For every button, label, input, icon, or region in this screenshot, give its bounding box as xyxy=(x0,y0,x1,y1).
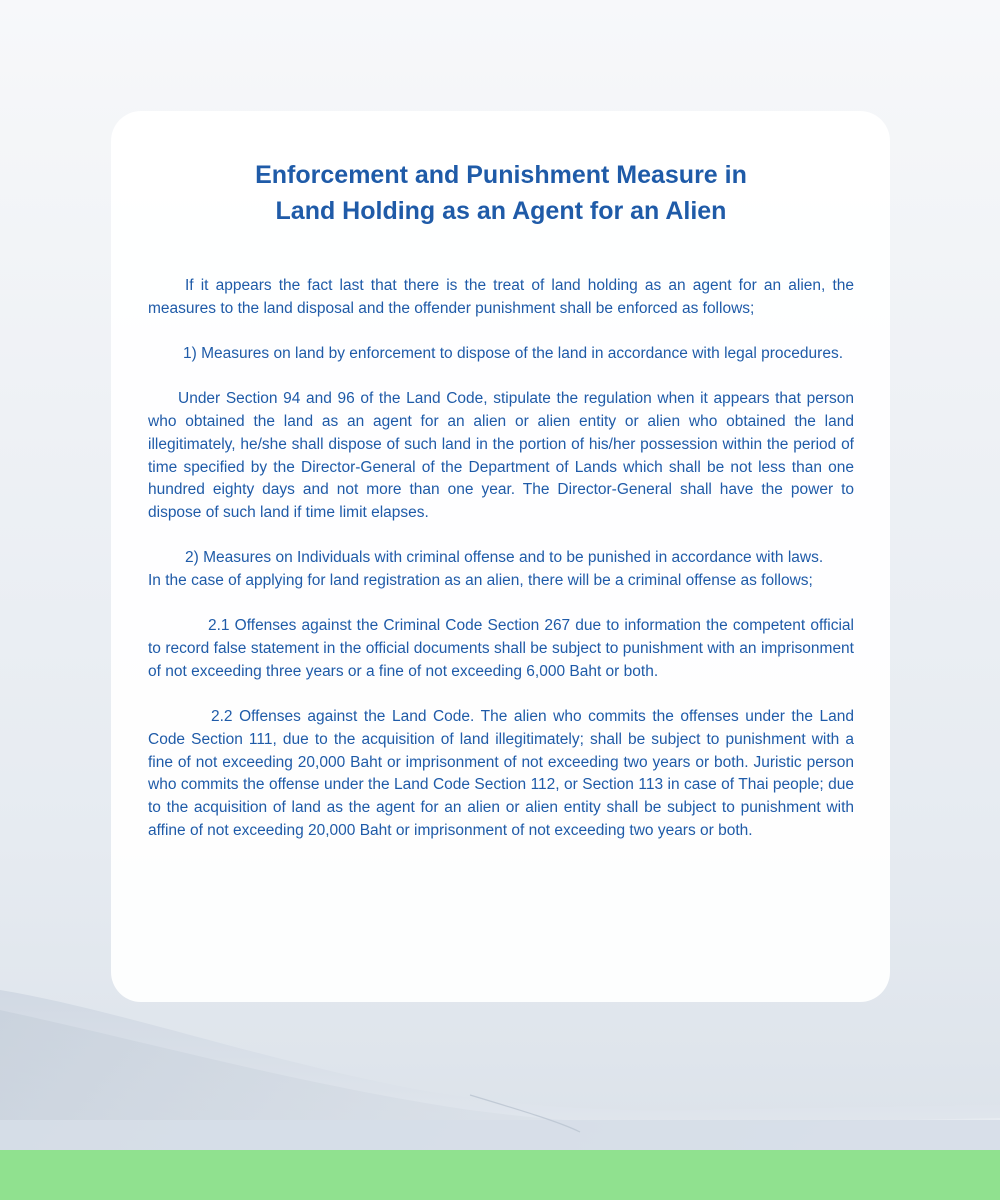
intro-paragraph: If it appears the fact last that there is the treat of land holding as an agent for an alien, the measures to the land disposal and the offender punishment shall be enforced as follows; xyxy=(148,277,854,317)
page-title xyxy=(148,157,854,229)
content-card xyxy=(111,111,890,1002)
measure-2-heading: 2) Measures on Individuals with criminal offense and to be punished in accordance with laws. xyxy=(185,549,824,567)
footer-green-bar xyxy=(0,1150,1000,1200)
measure-2-intro: In the case of applying for land registration as an alien, there will be a criminal offense as follows; xyxy=(148,572,813,590)
offense-2-1: 2.1 Offenses against the Criminal Code Section 267 due to information the competent official to record false statement in the official documents shall be subject to punishment with an imprisonment of not exceeding three years or a fine of not exceeding 6,000 Baht or both. xyxy=(148,617,854,680)
title-line-1: Enforcement and Punishment Measure in xyxy=(255,161,747,189)
measure-1-heading: 1) Measures on land by enforcement to dispose of the land in accordance with legal procedures. xyxy=(183,345,843,363)
title-line-2: Land Holding as an Agent for an Alien xyxy=(275,197,727,225)
measure-1-body: Under Section 94 and 96 of the Land Code, stipulate the regulation when it appears that person who obtained the land as an agent for an alien or alien entity or alien who obtained the land illegitimately, he/she shall dispose of such land in the portion of his/her possession within the period of time specified by the Director-General of the Department of Lands which shall be not less than one hundred eighty days and not more than one year. The Director-General shall have the power to dispose of such land if time limit elapses. xyxy=(148,390,854,521)
offense-2-2: 2.2 Offenses against the Land Code. The alien who commits the offenses under the Land Code Section 111, due to the acquisition of land illegitimately; shall be subject to punishment with a fine of not exceeding 20,000 Baht or imprisonment of not exceeding two years or both. Juristic person who commits the offense under the Land Code Section 112, or Section 113 in case of Thai people; due to the acquisition of land as the agent for an alien or alien entity shall be subject to punishment with affine of not exceeding 20,000 Baht or imprisonment of not exceeding two years or both. xyxy=(148,708,854,839)
